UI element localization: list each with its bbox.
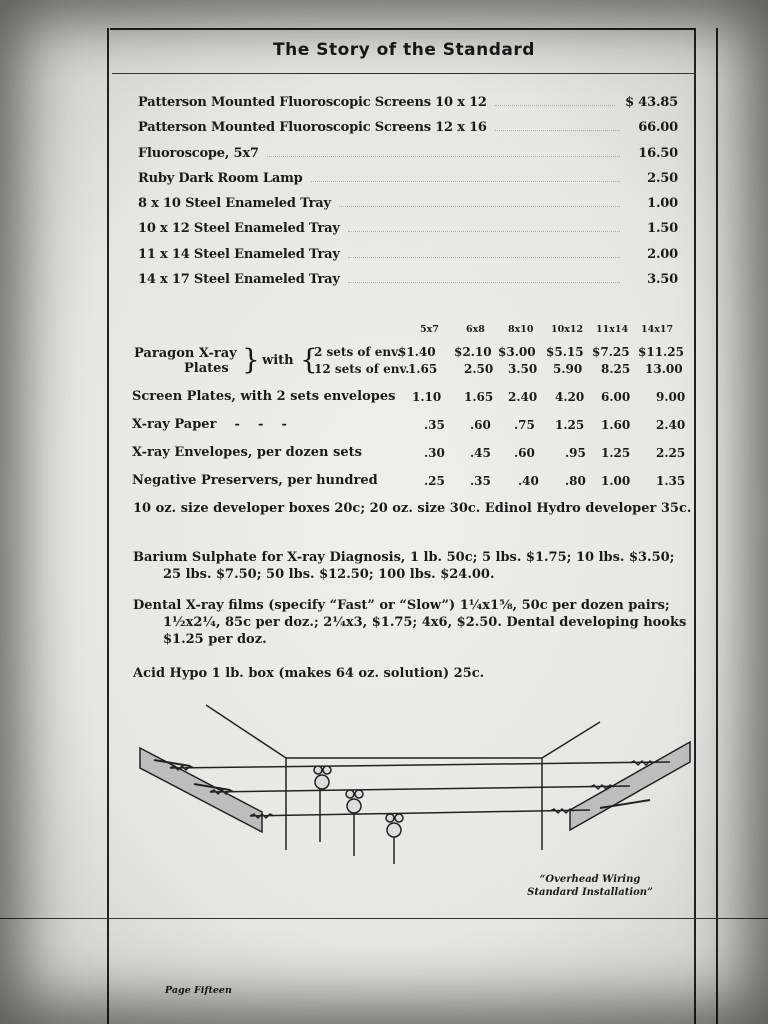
leader-dots — [348, 257, 620, 258]
item-name: Ruby Dark Room Lamp — [138, 170, 303, 186]
row-label: Screen Plates, with 2 sets envelopes — [132, 389, 396, 404]
price-cell: 1.00 — [601, 474, 631, 488]
price-row — [138, 196, 678, 221]
price-cell: 1.25 — [601, 446, 631, 460]
paragon-label: Paragon X-ray — [134, 346, 237, 361]
size-header: 10x12 — [551, 324, 584, 335]
item-price: 1.50 — [647, 221, 678, 237]
wire-top — [170, 762, 670, 768]
size-header: 5x7 — [420, 324, 439, 335]
price-cell: 1.10 — [412, 390, 442, 404]
item-price: 3.50 — [647, 272, 678, 288]
price-cell: 2.50 — [464, 362, 494, 376]
price-cell: 1.35 — [656, 474, 686, 488]
leader-dots — [339, 206, 620, 207]
pulley-1 — [315, 775, 329, 789]
price-cell: .35 — [424, 418, 445, 432]
price-row — [138, 272, 678, 297]
leader-dots — [348, 231, 620, 232]
price-cell: 1.60 — [601, 418, 631, 432]
item-name: 8 x 10 Steel Enameled Tray — [138, 196, 331, 212]
price-cell: .25 — [424, 474, 445, 488]
paragraph-text: Dental X-ray films (specify “Fast” or “Slow”) 1¼x1⅝, 50c per dozen pairs; 1½x2¼, 85c per doz.; 2¼x3, $1.75; 4x6, $2.50. Dental developing hooks $1.25 per doz. — [133, 598, 687, 647]
item-name: 10 x 12 Steel Enameled Tray — [138, 221, 340, 237]
price-cell: .35 — [470, 474, 491, 488]
left-brace-glyph: { — [300, 343, 318, 376]
price-cell: .80 — [565, 474, 586, 488]
row-label: Negative Preservers, per hundred — [132, 473, 378, 488]
caption-line: Standard Installation” — [527, 887, 653, 898]
paragraph-text: 10 oz. size developer boxes 20c; 20 oz. size 30c. Edinol Hydro developer 35c. — [133, 501, 692, 516]
pulley-2-top-a — [346, 790, 354, 798]
wire-middle — [210, 786, 630, 792]
barium-paragraph — [133, 549, 693, 583]
item-price: 2.00 — [647, 246, 678, 262]
price-cell: 9.00 — [656, 390, 686, 404]
price-cell: $11.25 — [638, 345, 684, 359]
item-price: 16.50 — [638, 145, 678, 161]
price-row — [138, 247, 678, 272]
size-header: 14x17 — [641, 324, 674, 335]
pulley-3 — [387, 823, 401, 837]
row-label: X-ray Envelopes, per dozen sets — [132, 445, 362, 460]
price-cell: 6.00 — [601, 390, 631, 404]
price-list — [138, 95, 678, 297]
item-name: 11 x 14 Steel Enameled Tray — [138, 246, 340, 262]
price-row — [138, 120, 678, 145]
item-name: Patterson Mounted Fluoroscopic Screens 10 x 12 — [138, 95, 487, 110]
price-cell: 4.20 — [555, 390, 585, 404]
right-brace-glyph: } — [242, 343, 260, 376]
pulley-2-top-b — [355, 790, 363, 798]
price-cell: .60 — [514, 446, 535, 460]
item-name: Fluoroscope, 5x7 — [138, 145, 259, 161]
price-cell: 8.25 — [601, 362, 631, 376]
price-cell: .45 — [470, 446, 491, 460]
price-cell: $3.00 — [498, 345, 536, 359]
item-price: 66.00 — [638, 120, 678, 136]
price-cell: $1.40 — [398, 345, 436, 359]
dental-paragraph — [133, 597, 693, 648]
outer-right-border-rule — [716, 28, 718, 1024]
price-cell: 3.50 — [508, 362, 538, 376]
price-cell: .30 — [424, 446, 445, 460]
leader-dots — [495, 105, 615, 106]
paragraph-text: Acid Hypo 1 lb. box (makes 64 oz. solution) 25c. — [133, 666, 485, 681]
price-cell: 1.25 — [555, 418, 585, 432]
price-cell: 5.90 — [553, 362, 583, 376]
price-cell: 1.65 — [408, 362, 438, 376]
overhead-wiring-diagram — [130, 700, 700, 870]
pulley-2 — [347, 799, 361, 813]
paragraph-text: Barium Sulphate for X-ray Diagnosis, 1 lb. 50c; 5 lbs. $1.75; 10 lbs. $3.50; 25 lbs. $7.50; 50 lbs. $12.50; 100 lbs. $24.00. — [133, 550, 675, 582]
price-cell: 2.40 — [656, 418, 686, 432]
price-cell: 13.00 — [645, 362, 683, 376]
diagram-caption — [500, 873, 680, 899]
item-name: 14 x 17 Steel Enameled Tray — [138, 272, 340, 288]
env-row1-label: 2 sets of env. — [314, 345, 402, 359]
pulley-1-top-b — [323, 766, 331, 774]
price-cell: 1.65 — [464, 390, 494, 404]
price-cell: $2.10 — [454, 345, 492, 359]
price-row — [138, 95, 678, 120]
item-name: Patterson Mounted Fluoroscopic Screens 12 x 16 — [138, 120, 487, 136]
developer-paragraph — [133, 500, 693, 517]
wire-bottom — [250, 810, 590, 816]
ceiling-line-right — [542, 722, 600, 758]
item-price: 1.00 — [647, 196, 678, 212]
price-cell: 2.40 — [508, 390, 538, 404]
env-row2-label: 12 sets of env. — [314, 362, 410, 376]
paragon-label-plates: Plates — [184, 361, 229, 376]
price-cell: 2.25 — [656, 446, 686, 460]
left-border-rule — [107, 28, 109, 1024]
price-row — [138, 171, 678, 196]
lower-rule — [0, 918, 768, 919]
size-header: 8x10 — [508, 324, 534, 335]
price-cell: $5.15 — [546, 345, 584, 359]
leader-dots — [495, 130, 620, 131]
leader-dots — [348, 282, 620, 283]
leader-dots — [311, 181, 620, 182]
hypo-paragraph — [133, 665, 693, 682]
ceiling-line-left — [206, 705, 286, 758]
with-label: with — [262, 353, 294, 368]
leader-dots — [267, 156, 620, 157]
caption-line: “Overhead Wiring — [539, 874, 641, 885]
price-cell: .60 — [470, 418, 491, 432]
page-number: Page Fifteen — [165, 985, 232, 996]
top-rule — [110, 28, 696, 30]
price-row — [138, 146, 678, 171]
size-header: 11x14 — [596, 324, 629, 335]
price-cell: .95 — [565, 446, 586, 460]
pulley-3-top-a — [386, 814, 394, 822]
pulley-3-top-b — [395, 814, 403, 822]
price-row — [138, 221, 678, 246]
price-cell: .75 — [514, 418, 535, 432]
price-cell: $7.25 — [592, 345, 630, 359]
item-price: $ 43.85 — [625, 95, 678, 110]
page-title: The Story of the Standard — [273, 40, 535, 60]
title-underline — [112, 73, 696, 74]
price-cell: .40 — [518, 474, 539, 488]
item-price: 2.50 — [647, 170, 678, 186]
inner-right-border-rule — [694, 28, 696, 1024]
row-label: X-ray Paper - - - — [132, 417, 287, 432]
pulley-1-top-a — [314, 766, 322, 774]
size-header: 6x8 — [466, 324, 485, 335]
